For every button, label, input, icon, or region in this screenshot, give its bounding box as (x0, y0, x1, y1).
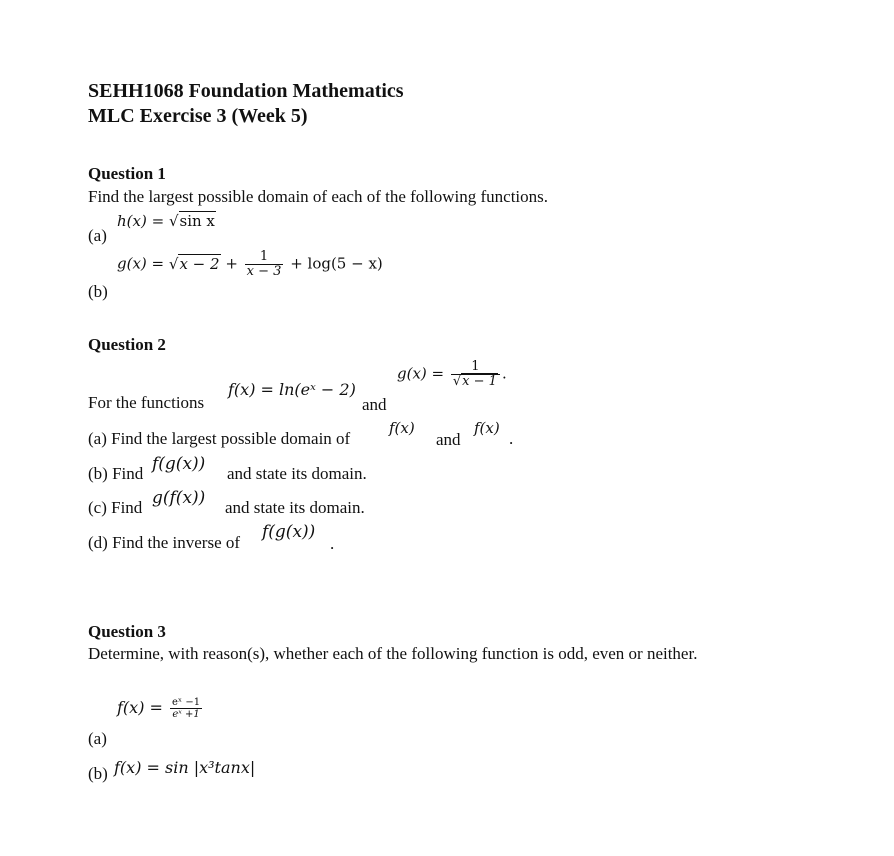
q2-g-definition (397, 360, 507, 389)
q2-g-lhs: g(x) = (397, 364, 449, 383)
q2-g-frac-num: 1 (471, 359, 480, 374)
q3-a-fraction (170, 697, 202, 720)
q3-part-a-label: (a) (88, 729, 107, 748)
q3-a-frac-num: eˣ −1 (172, 697, 201, 708)
q1-b-plus: + (220, 254, 243, 273)
q2-part-b-text: (b) Find (88, 464, 144, 483)
q2-part-c-rest: and state its domain. (225, 498, 365, 517)
q2-g-frac-den: √x − 1 (451, 374, 500, 389)
q1-b-tail: + log(5 − x) (285, 254, 383, 273)
question-1-heading: Question 1 (88, 164, 166, 183)
q2-part-a-fx2: f(x) (474, 419, 500, 437)
q2-f-definition: f(x) = ln(eˣ − 2) (228, 380, 356, 399)
q2-part-a-fx1: f(x) (389, 419, 415, 437)
q2-g-fraction (451, 360, 500, 389)
course-title: SEHH1068 Foundation Mathematics (88, 80, 404, 102)
q3-part-b-label: (b) (88, 764, 108, 783)
q1-b-fraction (245, 250, 284, 279)
q1-a-lhs: h(x) = (117, 212, 169, 230)
q2-intro-prefix: For the functions (88, 393, 205, 412)
sqrt-symbol: √sin x (168, 212, 215, 230)
q1-b-frac-den: x − 3 (246, 264, 282, 279)
q1-part-a-label: (a) (88, 226, 107, 245)
q2-part-b-rest: and state its domain. (227, 464, 367, 483)
q3-part-b-formula: f(x) = sin |x³tanx| (114, 758, 256, 777)
q2-part-a-period: . (509, 429, 514, 448)
q3-a-lhs: f(x) = (117, 698, 169, 717)
question-3-heading: Question 3 (88, 622, 166, 641)
q3-a-frac-den: eˣ +1 (172, 709, 200, 720)
q2-part-a-and: and (436, 430, 461, 449)
q1-b-radicand: x − 2 (179, 254, 220, 273)
q1-part-b-label: (b) (88, 282, 108, 301)
q2-part-a-text: (a) Find the largest possible domain of (88, 429, 351, 448)
question-1-instruction: Find the largest possible domain of each of the following functions. (88, 187, 549, 206)
q2-part-c-text: (c) Find (88, 498, 143, 517)
sqrt-symbol: √x − 2 (168, 254, 220, 273)
q2-part-b-expression: f(g(x)) (152, 454, 206, 474)
q2-part-c-expression: g(f(x)) (152, 488, 206, 508)
q1-part-b-formula (117, 250, 383, 279)
q2-part-d-expression: f(g(x)) (262, 522, 316, 542)
q1-b-lhs: g(x) = (117, 254, 169, 273)
question-3-instruction: Determine, with reason(s), whether each of the following function is odd, even or neither. (88, 644, 698, 663)
exercise-title: MLC Exercise 3 (Week 5) (88, 105, 308, 127)
q2-g-period: . (501, 364, 507, 383)
q1-b-frac-num: 1 (259, 249, 269, 264)
q1-a-radicand: sin x (179, 212, 215, 230)
question-2-heading: Question 2 (88, 335, 166, 354)
q2-g-radicand: x − 1 (462, 374, 497, 389)
q3-part-a-formula (117, 697, 204, 720)
q1-part-a-formula (117, 212, 216, 230)
q2-and-word: and (362, 395, 387, 414)
q2-part-d-text: (d) Find the inverse of (88, 533, 241, 552)
q2-part-d-period: . (330, 534, 335, 553)
